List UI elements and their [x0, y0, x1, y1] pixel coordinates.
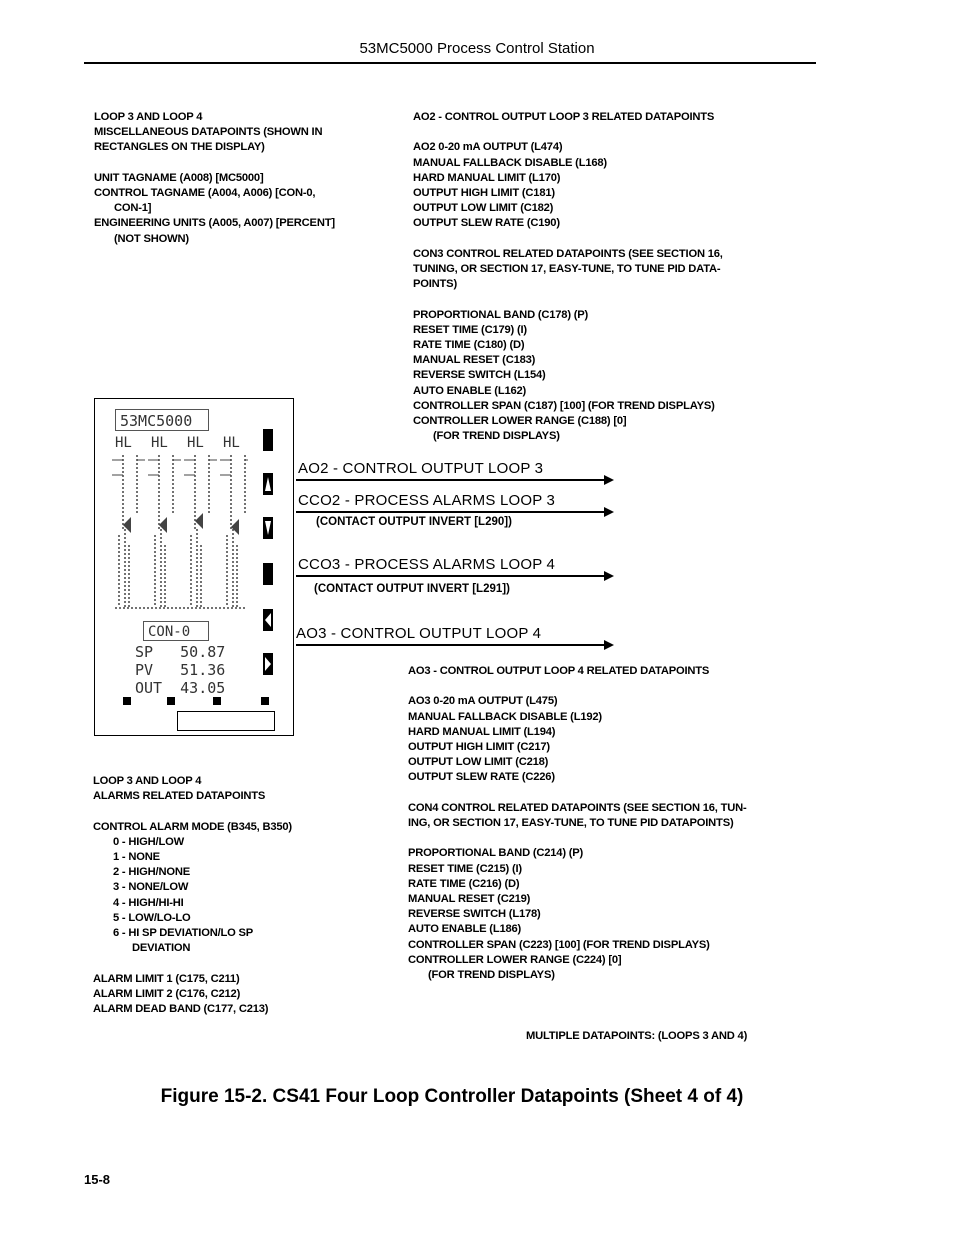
datapoint-item: OUTPUT SLEW RATE (C226) [408, 771, 555, 784]
pid-item: AUTO ENABLE (L186) [408, 923, 522, 936]
text-line: CONTROL TAGNAME (A004, A006) [CON-0, [94, 187, 316, 199]
pid-item: RESET TIME (C179) (I) [413, 323, 527, 336]
pid-item: REVERSE SWITCH (L154) [413, 369, 546, 382]
bargraph-area [109, 455, 249, 621]
spacer [408, 786, 747, 801]
datapoint-item: HARD MANUAL LIMIT (L170) [413, 171, 561, 184]
bar-label: HL [187, 435, 204, 451]
controller-faceplate [94, 398, 294, 736]
ao3-arrow-label: AO3 - CONTROL OUTPUT LOOP 4 [296, 625, 542, 642]
section-heading: AO3 - CONTROL OUTPUT LOOP 4 RELATED DATAPOINTS [408, 665, 710, 677]
datapoint-item: MANUAL FALLBACK DISABLE (L168) [413, 156, 607, 169]
alarm-mode-option: 1 - NONE [113, 851, 160, 863]
con-text-line: CON3 CONTROL RELATED DATAPOINTS (SEE SECTION 16, [413, 247, 723, 260]
left-button[interactable] [263, 609, 273, 631]
text-line: LOOP 3 AND LOOP 4 [94, 111, 203, 123]
text-line: ENGINEERING UNITS (A005, A007) [PERCENT] [94, 217, 335, 230]
bar-label: HL [223, 435, 240, 451]
arrow-right-icon [604, 640, 614, 650]
text-line: ALARMS RELATED DATAPOINTS [93, 790, 266, 803]
con-text-line: ING, OR SECTION 17, EASY-TUNE, TO TUNE PID DATAPOINTS) [408, 817, 734, 829]
pid-item: CONTROLLER LOWER RANGE (C188) [0] [413, 415, 627, 428]
spacer [413, 232, 723, 247]
pid-item: (FOR TREND DISPLAYS) [428, 969, 555, 982]
function-button[interactable] [263, 429, 273, 451]
ao2-arrow-label: AO2 - CONTROL OUTPUT LOOP 3 [298, 460, 544, 477]
pid-item: CONTROLLER SPAN (C187) [100] (FOR TREND DISPLAYS) [413, 399, 715, 412]
mode-button[interactable] [263, 563, 273, 585]
con-text-line: TUNING, OR SECTION 17, EASY-TUNE, TO TUNE PID DATA- [413, 263, 721, 275]
running-header: 53MC5000 Process Control Station [359, 40, 595, 57]
text-line: LOOP 3 AND LOOP 4 [93, 775, 202, 787]
right-button[interactable] [263, 653, 273, 675]
pid-item: PROPORTIONAL BAND (C178) (P) [413, 308, 589, 321]
datapoint-item: AO3 0-20 mA OUTPUT (L475) [408, 695, 558, 708]
arrow-up-icon [263, 473, 273, 495]
alarm-mode-option: 5 - LOW/LO-LO [113, 911, 191, 924]
alarms-datapoints-block [93, 774, 292, 1017]
cco3-arrow-label: CCO3 - PROCESS ALARMS LOOP 4 [298, 556, 556, 573]
pid-item: PROPORTIONAL BAND (C214) (P) [408, 847, 584, 860]
pid-item: MANUAL RESET (C183) [413, 354, 536, 367]
process-variable-readout: PV 51.36 [135, 661, 226, 679]
cco3-sub-label: (CONTACT OUTPUT INVERT [L291]) [314, 583, 510, 595]
alarm-mode-option: 4 - HIGH/HI-HI [113, 896, 184, 909]
spacer [413, 125, 723, 140]
alarm-mode-option: 3 - NONE/LOW [113, 881, 189, 894]
bar-label: HL [115, 435, 132, 451]
spacer [408, 831, 747, 846]
arrow-down-icon [263, 517, 273, 539]
text-line: ALARM LIMIT 2 (C176, C212) [93, 987, 241, 1000]
pid-item: RESET TIME (C215) (I) [408, 862, 522, 875]
con-text-line: CON4 CONTROL RELATED DATAPOINTS (SEE SECTION 16, TUN- [408, 801, 747, 814]
ao2-arrow-line [296, 479, 604, 481]
text-line: RECTANGLES ON THE DISPLAY) [94, 141, 265, 154]
pid-item: CONTROLLER LOWER RANGE (C224) [0] [408, 953, 622, 966]
cco3-arrow-line [296, 575, 604, 577]
page-number: 15-8 [84, 1172, 111, 1187]
raise-button[interactable] [263, 473, 273, 495]
text-line: MISCELLANEOUS DATAPOINTS (SHOWN IN [94, 126, 323, 139]
text-line: UNIT TAGNAME (A008) [MC5000] [94, 171, 264, 184]
datapoint-item: HARD MANUAL LIMIT (L194) [408, 725, 556, 738]
text-line: ALARM LIMIT 1 (C175, C211) [93, 972, 240, 985]
header-rule [84, 62, 816, 64]
pid-item: AUTO ENABLE (L162) [413, 384, 527, 397]
lower-button[interactable] [263, 517, 273, 539]
cco2-arrow-line [296, 511, 604, 513]
misc-datapoints-block [94, 110, 335, 247]
indicator-square [123, 697, 131, 705]
pid-item: CONTROLLER SPAN (C223) [100] (FOR TREND DISPLAYS) [408, 938, 710, 951]
label-window [177, 711, 275, 731]
spacer [93, 804, 292, 819]
spacer [413, 292, 723, 307]
figure-caption: Figure 15-2. CS41 Four Loop Controller Datapoints (Sheet 4 of 4) [160, 1086, 744, 1107]
arrow-right-icon [263, 653, 273, 675]
alarm-mode-option: 2 - HIGH/NONE [113, 866, 190, 879]
arrow-left-icon [263, 609, 273, 631]
datapoint-item: MANUAL FALLBACK DISABLE (L192) [408, 710, 602, 723]
arrow-right-icon [604, 507, 614, 517]
ao3-datapoints-block [408, 664, 747, 983]
arrow-right-icon [604, 475, 614, 485]
arrow-right-icon [604, 571, 614, 581]
cco2-arrow-label: CCO2 - PROCESS ALARMS LOOP 3 [298, 492, 556, 509]
text-line: (NOT SHOWN) [114, 232, 189, 245]
datapoint-item: OUTPUT HIGH LIMIT (C181) [413, 187, 555, 199]
unit-tagname-display: 53MC5000 [115, 409, 209, 431]
pid-item: RATE TIME (C180) (D) [413, 339, 525, 351]
pid-item: REVERSE SWITCH (L178) [408, 908, 541, 921]
datapoint-item: OUTPUT LOW LIMIT (C218) [408, 756, 549, 769]
alarm-mode-option: 0 - HIGH/LOW [113, 835, 184, 848]
datapoint-item: OUTPUT LOW LIMIT (C182) [413, 202, 554, 215]
spacer [408, 679, 747, 694]
alarm-mode-option: 6 - HI SP DEVIATION/LO SP [113, 927, 254, 940]
text-line: CONTROL ALARM MODE (B345, B350) [93, 820, 292, 833]
ao3-arrow-line [296, 644, 604, 646]
ao2-datapoints-block [413, 110, 723, 444]
indicator-square [213, 697, 221, 705]
con-text-line: POINTS) [413, 278, 457, 291]
control-tagname-display: CON-0 [143, 621, 209, 641]
datapoint-item: OUTPUT SLEW RATE (C190) [413, 217, 560, 230]
text-line: ALARM DEAD BAND (C177, C213) [93, 1003, 269, 1016]
datapoint-item: OUTPUT HIGH LIMIT (C217) [408, 741, 550, 753]
cco2-sub-label: (CONTACT OUTPUT INVERT [L290]) [316, 516, 512, 528]
section-heading: AO2 - CONTROL OUTPUT LOOP 3 RELATED DATAPOINTS [413, 111, 715, 123]
alarm-mode-option: DEVIATION [132, 942, 191, 955]
indicator-square [261, 697, 269, 705]
multiple-datapoints-note: MULTIPLE DATAPOINTS: (LOOPS 3 AND 4) [526, 1030, 748, 1042]
pid-item: MANUAL RESET (C219) [408, 893, 531, 905]
bar-label: HL [151, 435, 168, 451]
setpoint-readout: SP 50.87 [135, 643, 226, 661]
pid-item: RATE TIME (C216) (D) [408, 877, 520, 890]
pid-item: (FOR TREND DISPLAYS) [433, 430, 560, 443]
spacer [94, 156, 335, 171]
text-line: CON-1] [114, 202, 152, 215]
datapoint-item: AO2 0-20 mA OUTPUT (L474) [413, 141, 563, 154]
spacer [93, 956, 292, 971]
indicator-square [167, 697, 175, 705]
output-readout: OUT 43.05 [135, 679, 226, 697]
